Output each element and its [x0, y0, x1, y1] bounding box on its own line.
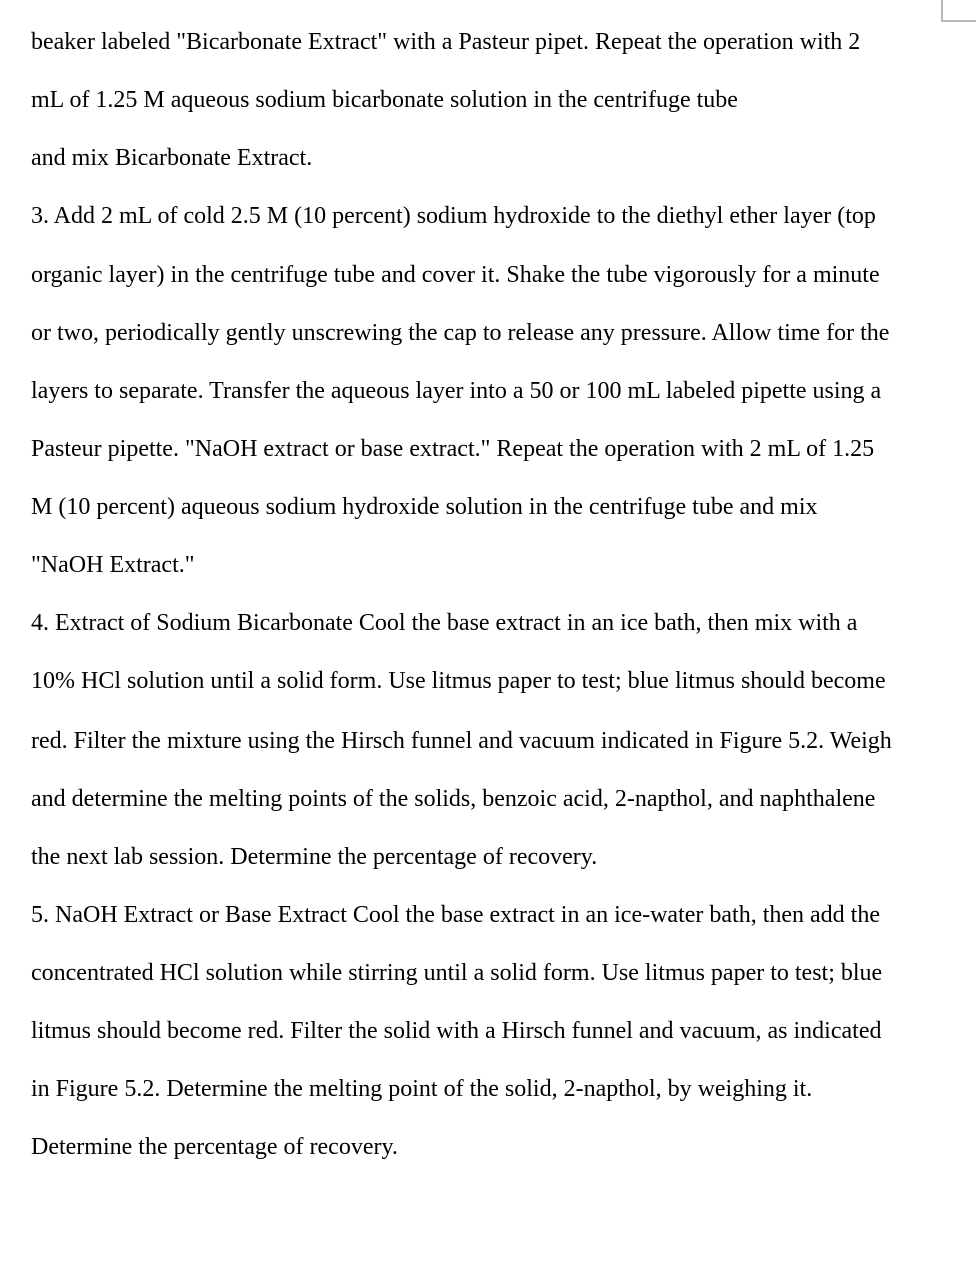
text-line: beaker labeled "Bicarbonate Extract" with a Pasteur pipet. Repeat the operation with 2	[31, 29, 861, 55]
step-4-text: 4. Extract of Sodium Bicarbonate Cool the base extract in an ice bath, then mix with a	[31, 610, 858, 636]
page-corner-marker	[941, 0, 976, 22]
step-5-text: 5. NaOH Extract or Base Extract Cool the base extract in an ice-water bath, then add the	[31, 902, 880, 928]
text-line: or two, periodically gently unscrewing the cap to release any pressure. Allow time for the	[31, 320, 890, 346]
text-line: M (10 percent) aqueous sodium hydroxide solution in the centrifuge tube and mix	[31, 494, 818, 520]
text-line: Determine the percentage of recovery.	[31, 1134, 398, 1160]
text-line: litmus should become red. Filter the solid with a Hirsch funnel and vacuum, as indicated	[31, 1018, 882, 1044]
text-line: and determine the melting points of the solids, benzoic acid, 2-napthol, and naphthalene	[31, 786, 876, 812]
text-line: in Figure 5.2. Determine the melting point of the solid, 2-napthol, by weighing it.	[31, 1076, 813, 1102]
text-line: red. Filter the mixture using the Hirsch funnel and vacuum indicated in Figure 5.2. Weigh	[31, 728, 892, 754]
text-line: layers to separate. Transfer the aqueous layer into a 50 or 100 mL labeled pipette using a	[31, 378, 882, 404]
step-3-text: 3. Add 2 mL of cold 2.5 M (10 percent) sodium hydroxide to the diethyl ether layer (top	[31, 203, 876, 229]
text-line: "NaOH Extract."	[31, 552, 195, 578]
text-line: organic layer) in the centrifuge tube and cover it. Shake the tube vigorously for a minute	[31, 262, 880, 288]
text-line: mL of 1.25 M aqueous sodium bicarbonate solution in the centrifuge tube	[31, 87, 738, 113]
text-line: Pasteur pipette. "NaOH extract or base extract." Repeat the operation with 2 mL of 1.25	[31, 436, 875, 462]
text-line: 10% HCl solution until a solid form. Use litmus paper to test; blue litmus should become	[31, 668, 886, 694]
text-line: and mix Bicarbonate Extract.	[31, 145, 313, 171]
text-line: the next lab session. Determine the percentage of recovery.	[31, 844, 598, 870]
text-line: concentrated HCl solution while stirring until a solid form. Use litmus paper to test; blue	[31, 960, 883, 986]
